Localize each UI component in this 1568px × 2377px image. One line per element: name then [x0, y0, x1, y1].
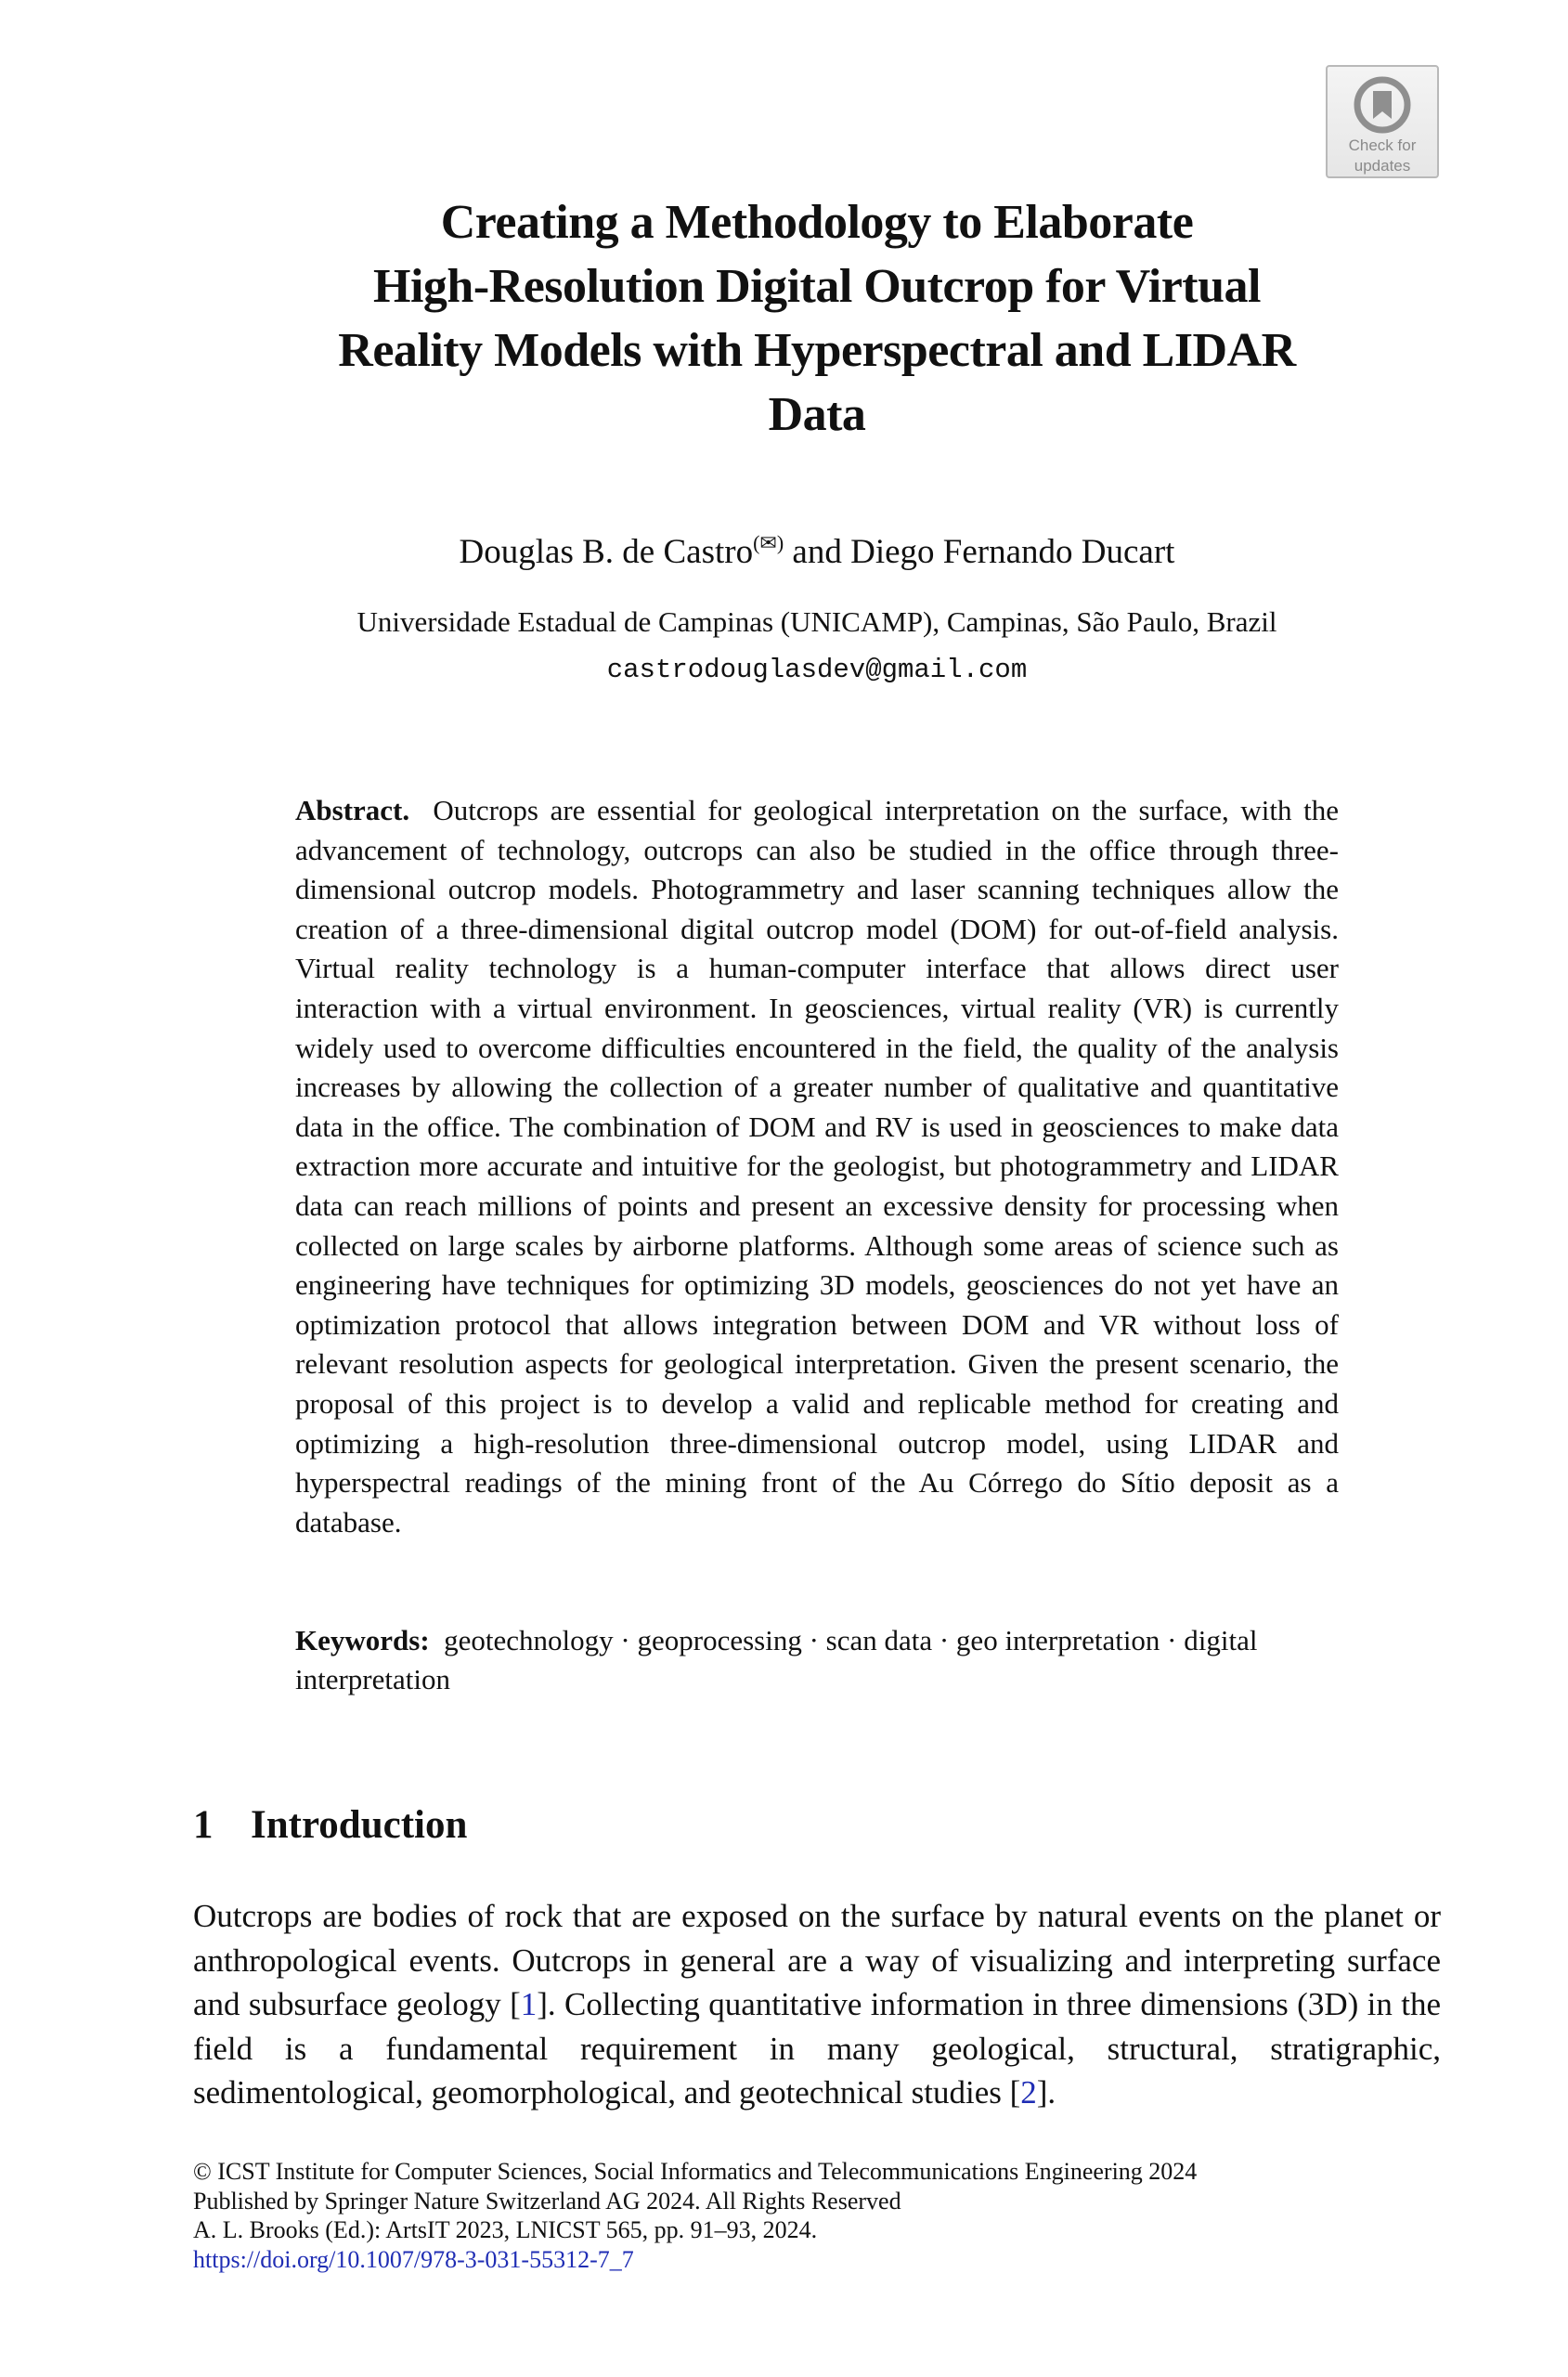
keywords-text: geotechnology · geoprocessing · scan data · geo interpretation · digital interpretation	[295, 1624, 1258, 1695]
badge-line-2: updates	[1354, 157, 1411, 175]
badge-line-1: Check for	[1348, 136, 1417, 154]
copyright-line: © ICST Institute for Computer Sciences, Social Informatics and Telecommunications Engineering 2024	[193, 2158, 1198, 2185]
doi-link[interactable]: https://doi.org/10.1007/978-3-031-55312-7_7	[193, 2245, 634, 2273]
paragraph-text: Outcrops are bodies of rock that are exposed on the surface by natural events on the planet or anthropological events. Outcrops in general are a way of visualizing and interpreting surface and subsurface geology [	[193, 1898, 1441, 2022]
author-email[interactable]: castrodouglasdev@gmail.com	[606, 655, 1028, 685]
abstract-label: Abstract.	[295, 794, 410, 826]
title-line: Creating a Methodology to Elaborate	[440, 196, 1194, 249]
section-title: Introduction	[251, 1803, 468, 1847]
paragraph-text: ]. Collecting quantitative information in three dimensions (3D) in the field is a fundamental requirement in many geological, structural, stratigraphic, sedimentological, geomorphological, and geotechnical studies [	[193, 1986, 1441, 2111]
abstract	[295, 791, 1339, 1542]
paragraph-text: ].	[1036, 2074, 1056, 2111]
citation-line: A. L. Brooks (Ed.): ArtsIT 2023, LNICST 565, pp. 91–93, 2024.	[193, 2216, 818, 2243]
section-number: 1	[193, 1803, 214, 1847]
paper-title	[232, 190, 1402, 447]
author-connector: and	[784, 533, 851, 571]
author-list	[232, 523, 1402, 573]
section-heading	[193, 1801, 467, 1850]
title-line: Reality Models with Hyperspectral and LIDAR	[338, 324, 1296, 377]
keywords-label: Keywords:	[295, 1624, 430, 1656]
author-name: Douglas B. de Castro	[459, 533, 754, 571]
title-line: Data	[768, 388, 866, 441]
author-name: Diego Fernando Ducart	[850, 533, 1175, 571]
intro-paragraph	[193, 1894, 1441, 2115]
title-line: High-Resolution Digital Outcrop for Virtual	[373, 260, 1261, 313]
check-for-updates-badge[interactable]	[1326, 65, 1439, 178]
citation-link-2[interactable]: 2	[1020, 2074, 1037, 2111]
envelope-icon: (✉)	[753, 531, 784, 554]
keywords	[295, 1621, 1339, 1699]
abstract-text: Outcrops are essential for geological interpretation on the surface, with the advancement of technology, outcrops can also be studied in the office through three-dimensional outcrop models. Photogrammetry and laser scanning techniques allow the creation of a three-dimensional digital outcrop model (DOM) for out-of-field analysis. Virtual reality technology is a human-computer interface that allows direct user interaction with a virtual environment. In geosciences, virtual reality (VR) is currently widely used to overcome difficulties encountered in the field, the quality of the analysis increases by allowing the collection of a greater number of qualitative and quantitative data in the office. The combination of DOM and RV is used in geosciences to make data extraction more accurate and intuitive for the geologist, but photogrammetry and LIDAR data can reach millions of points and present an excessive density for processing when collected on large scales by airborne platforms. Although some areas of science such as engineering have techniques for optimizing 3D models, geosciences do not yet have an optimization protocol that allows integration between DOM and VR without loss of relevant resolution aspects for geological interpretation. Given the present scenario, the proposal of this project is to develop a valid and replicable method for creating and optimizing a high-resolution three-dimensional outcrop model, using LIDAR and hyperspectral readings of the mining front of the Au Córrego do Sítio deposit as a database.	[295, 794, 1339, 1539]
citation-link-1[interactable]: 1	[520, 1986, 538, 2022]
bookmark-in-circle-icon	[1354, 76, 1411, 134]
publisher-line: Published by Springer Nature Switzerland AG 2024. All Rights Reserved	[193, 2187, 901, 2215]
affiliation: Universidade Estadual de Campinas (UNICAMP), Campinas, São Paulo, Brazil	[356, 605, 1277, 638]
footnote-block	[193, 2157, 1441, 2274]
